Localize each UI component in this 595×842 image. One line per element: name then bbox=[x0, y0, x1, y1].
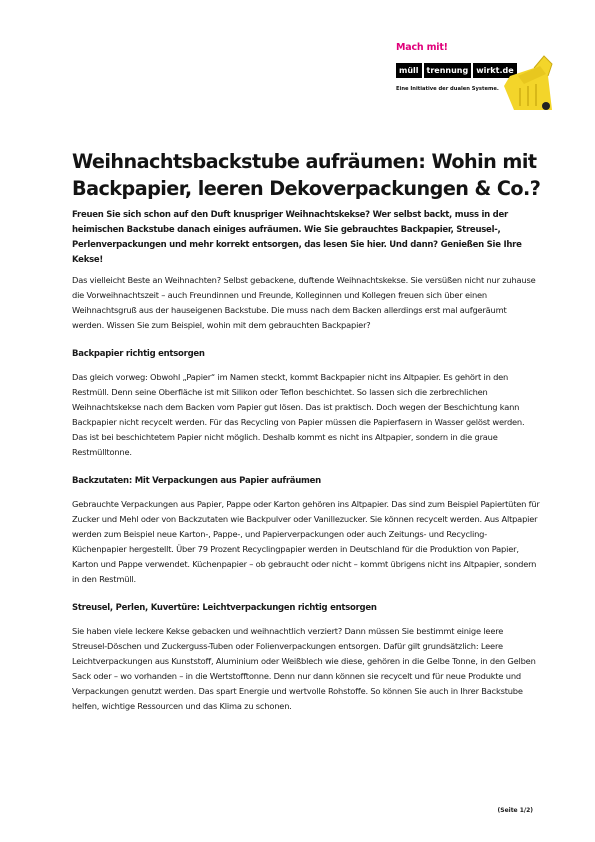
logo-part-trennung: trennung bbox=[424, 63, 472, 78]
recycling-bin-icon bbox=[500, 46, 556, 112]
section-paragraph: Das gleich vorweg: Obwohl „Papier“ im Namen steckt, kommt Backpapier nicht ins Altpapier. Es gehört in den Restmüll. Denn seine Oberfläche ist mit Silikon oder Teflon beschichtet. So lassen sich die zerbrechlichen Weihnachtskekse nach dem Backen vom Papier gut lösen. Das ist praktisch. Doch wegen der Beschichtung kann Backpapier nicht recycelt werden. Für das Recycling von Papier müssen die Papierfasern in Wasser gelöst werden. Das ist bei beschichtetem Papier nicht möglich. Deshalb kommt es nicht ins Altpapier, sondern in die graue Restmülltonne. bbox=[72, 372, 525, 457]
article-body bbox=[72, 273, 540, 728]
section-paragraph: Das vielleicht Beste an Weihnachten? Selbst gebackene, duftende Weihnachtskekse. Sie versüßen nicht nur zuhause die Vorweihnachtszeit – auch Freundinnen und Freunde, Kolleginnen und Kollegen freuen sich über einen Weihnachtsgruß aus der hauseigenen Backstube. Die muss nach dem Backen allerdings erst mal aufgeräumt werden. Wissen Sie zum Beispiel, wohin mit dem gebrauchten Backpapier? bbox=[72, 275, 536, 330]
intro-paragraph: Freuen Sie sich schon auf den Duft knuspriger Weihnachtskekse? Wer selbst backt, muss in der heimischen Backstube danach einiges aufräumen. Wie Sie gebrauchtes Backpapier, Streusel-, Perlenverpackungen und mehr korrekt entsorgen, das lesen Sie hier. Und dann? Genießen Sie Ihre Kekse! bbox=[72, 210, 522, 265]
section-paragraph: Gebrauchte Verpackungen aus Papier, Pappe oder Karton gehören ins Altpapier. Das sind zum Beispiel Papiertüten für Zucker und Mehl oder von Backzutaten wie Backpulver oder Vanillezucker. Sie können recycelt werden. Aus Altpapier werden zum Beispiel neue Karton-, Pappe-, und Papierverpackungen oder auch Zeitungs- und Recycling-Küchenpapier hergestellt. Über 79 Prozent Recyclingpapier werden in Deutschland für die Produktion von Papier, Karton und Pappe verwendet. Küchenpapier – ob gebraucht oder nicht – kommt übrigens nicht ins Altpapier, sondern in den Restmüll. bbox=[72, 499, 540, 584]
slogan: Mach mit! bbox=[396, 42, 448, 53]
section-paragraph: Sie haben viele leckere Kekse gebacken und weihnachtlich verziert? Dann müssen Sie bestimmt einige leere Streusel-Döschen und Zuckerguss-Tuben oder Folienverpackungen entsorgen. Dafür gilt grundsätzlich: Leere Leichtverpackungen aus Kunststoff, Aluminium oder Weißblech wie diese, gehören in die Gelbe Tonne, in den Gelben Sack oder – wo vorhanden – in die Wertstofftonne. Denn nur dann können sie recycelt und für neue Produkte und Verpackungen genutzt werden. Das spart Energie und wertvolle Rohstoffe. So können Sie auch in Ihrer Backstube helfen, wichtige Ressourcen und das Klima zu schonen. bbox=[72, 626, 536, 711]
logo-part-wirkt: wirkt.de bbox=[473, 63, 516, 78]
brand-logo bbox=[396, 42, 556, 112]
page-number: (Seite 1/2) bbox=[497, 807, 533, 814]
logo-tagline: Eine Initiative der dualen Systeme. bbox=[396, 86, 499, 92]
section-heading: Backpapier richtig entsorgen bbox=[72, 349, 205, 359]
page-title: Weihnachtsbackstube aufräumen: Wohin mit Backpapier, leeren Dekoverpackungen & Co.? bbox=[72, 150, 541, 200]
section-heading: Backzutaten: Mit Verpackungen aus Papier aufräumen bbox=[72, 476, 321, 486]
section-heading: Streusel, Perlen, Kuvertüre: Leichtverpackungen richtig entsorgen bbox=[72, 603, 377, 613]
logo-part-muell: müll bbox=[396, 63, 422, 78]
logo-wordmark bbox=[396, 63, 517, 78]
